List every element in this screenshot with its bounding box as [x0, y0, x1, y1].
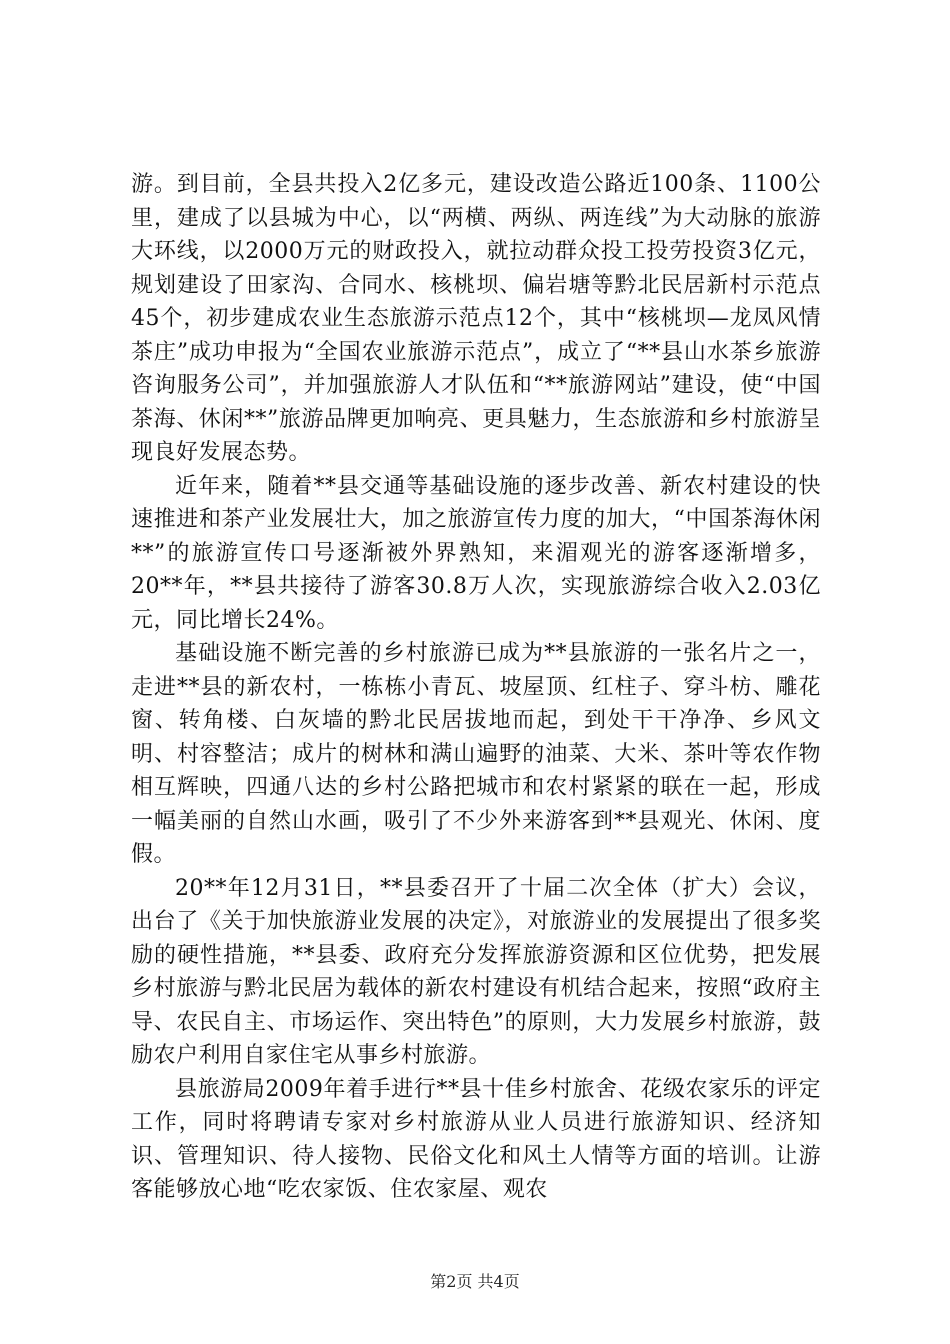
paragraph: 县旅游局2009年着手进行**县十佳乡村旅舍、花级农家乐的评定工作，同时将聘请专家对乡村旅游从业人员进行旅游知识、经济知识、管理知识、待人接物、民俗文化和风土人情等方面的培训。让游客能够放心地“吃农家饭、住农家屋、观农 [131, 1076, 821, 1202]
paragraph: 20**年12月31日，**县委召开了十届二次全体（扩大）会议，出台了《关于加快旅游业发展的决定》，对旅游业的发展提出了很多奖励的硬性措施，**县委、政府充分发挥旅游资源和区位优势，把发展乡村旅游与黔北民居为载体的新农村建设有机结合起来，按照“政府主导、农民自主、市场运作、突出特色”的原则，大力发展乡村旅游，鼓励农户利用自家住宅从事乡村旅游。 [131, 875, 821, 1068]
paragraph: 基础设施不断完善的乡村旅游已成为**县旅游的一张名片之一，走进**县的新农村，一栋栋小青瓦、坡屋顶、红柱子、穿斗枋、雕花窗、转角楼、白灰墙的黔北民居拔地而起，到处干干净净、乡风文明、村容整洁；成片的树林和满山遍野的油菜、大米、茶叶等农作物相互辉映，四通八达的乡村公路把城市和农村紧紧的联在一起，形成一幅美丽的自然山水画，吸引了不少外来游客到**县观光、休闲、度假。 [131, 641, 821, 867]
document-body [131, 168, 821, 1207]
paragraph: 近年来，随着**县交通等基础设施的逐步改善、新农村建设的快速推进和茶产业发展壮大，加之旅游宣传力度的加大，“中国茶海休闲**”的旅游宣传口号逐渐被外界熟知，来湄观光的游客逐渐增多，20**年，**县共接待了游客30.8万人次，实现旅游综合收入2.03亿元，同比增长24%。 [131, 473, 821, 633]
paragraph-continued: 游。到目前，全县共投入2亿多元，建设改造公路近100条、1100公里，建成了以县城为中心，以“两横、两纵、两连线”为大动脉的旅游大环线，以2000万元的财政投入，就拉动群众投工投劳投资3亿元，规划建设了田家沟、合同水、核桃坝、偏岩塘等黔北民居新村示范点45个，初步建成农业生态旅游示范点12个，其中“核桃坝—龙凤风情茶庄”成功申报为“全国农业旅游示范点”，成立了“**县山水茶乡旅游咨询服务公司”，并加强旅游人才队伍和“**旅游网站”建设，使“中国茶海、休闲**”旅游品牌更加响亮、更具魅力，生态旅游和乡村旅游呈现良好发展态势。 [131, 172, 821, 465]
page-number: 第2页 共4页 [430, 1272, 520, 1291]
page-footer [0, 1272, 950, 1292]
